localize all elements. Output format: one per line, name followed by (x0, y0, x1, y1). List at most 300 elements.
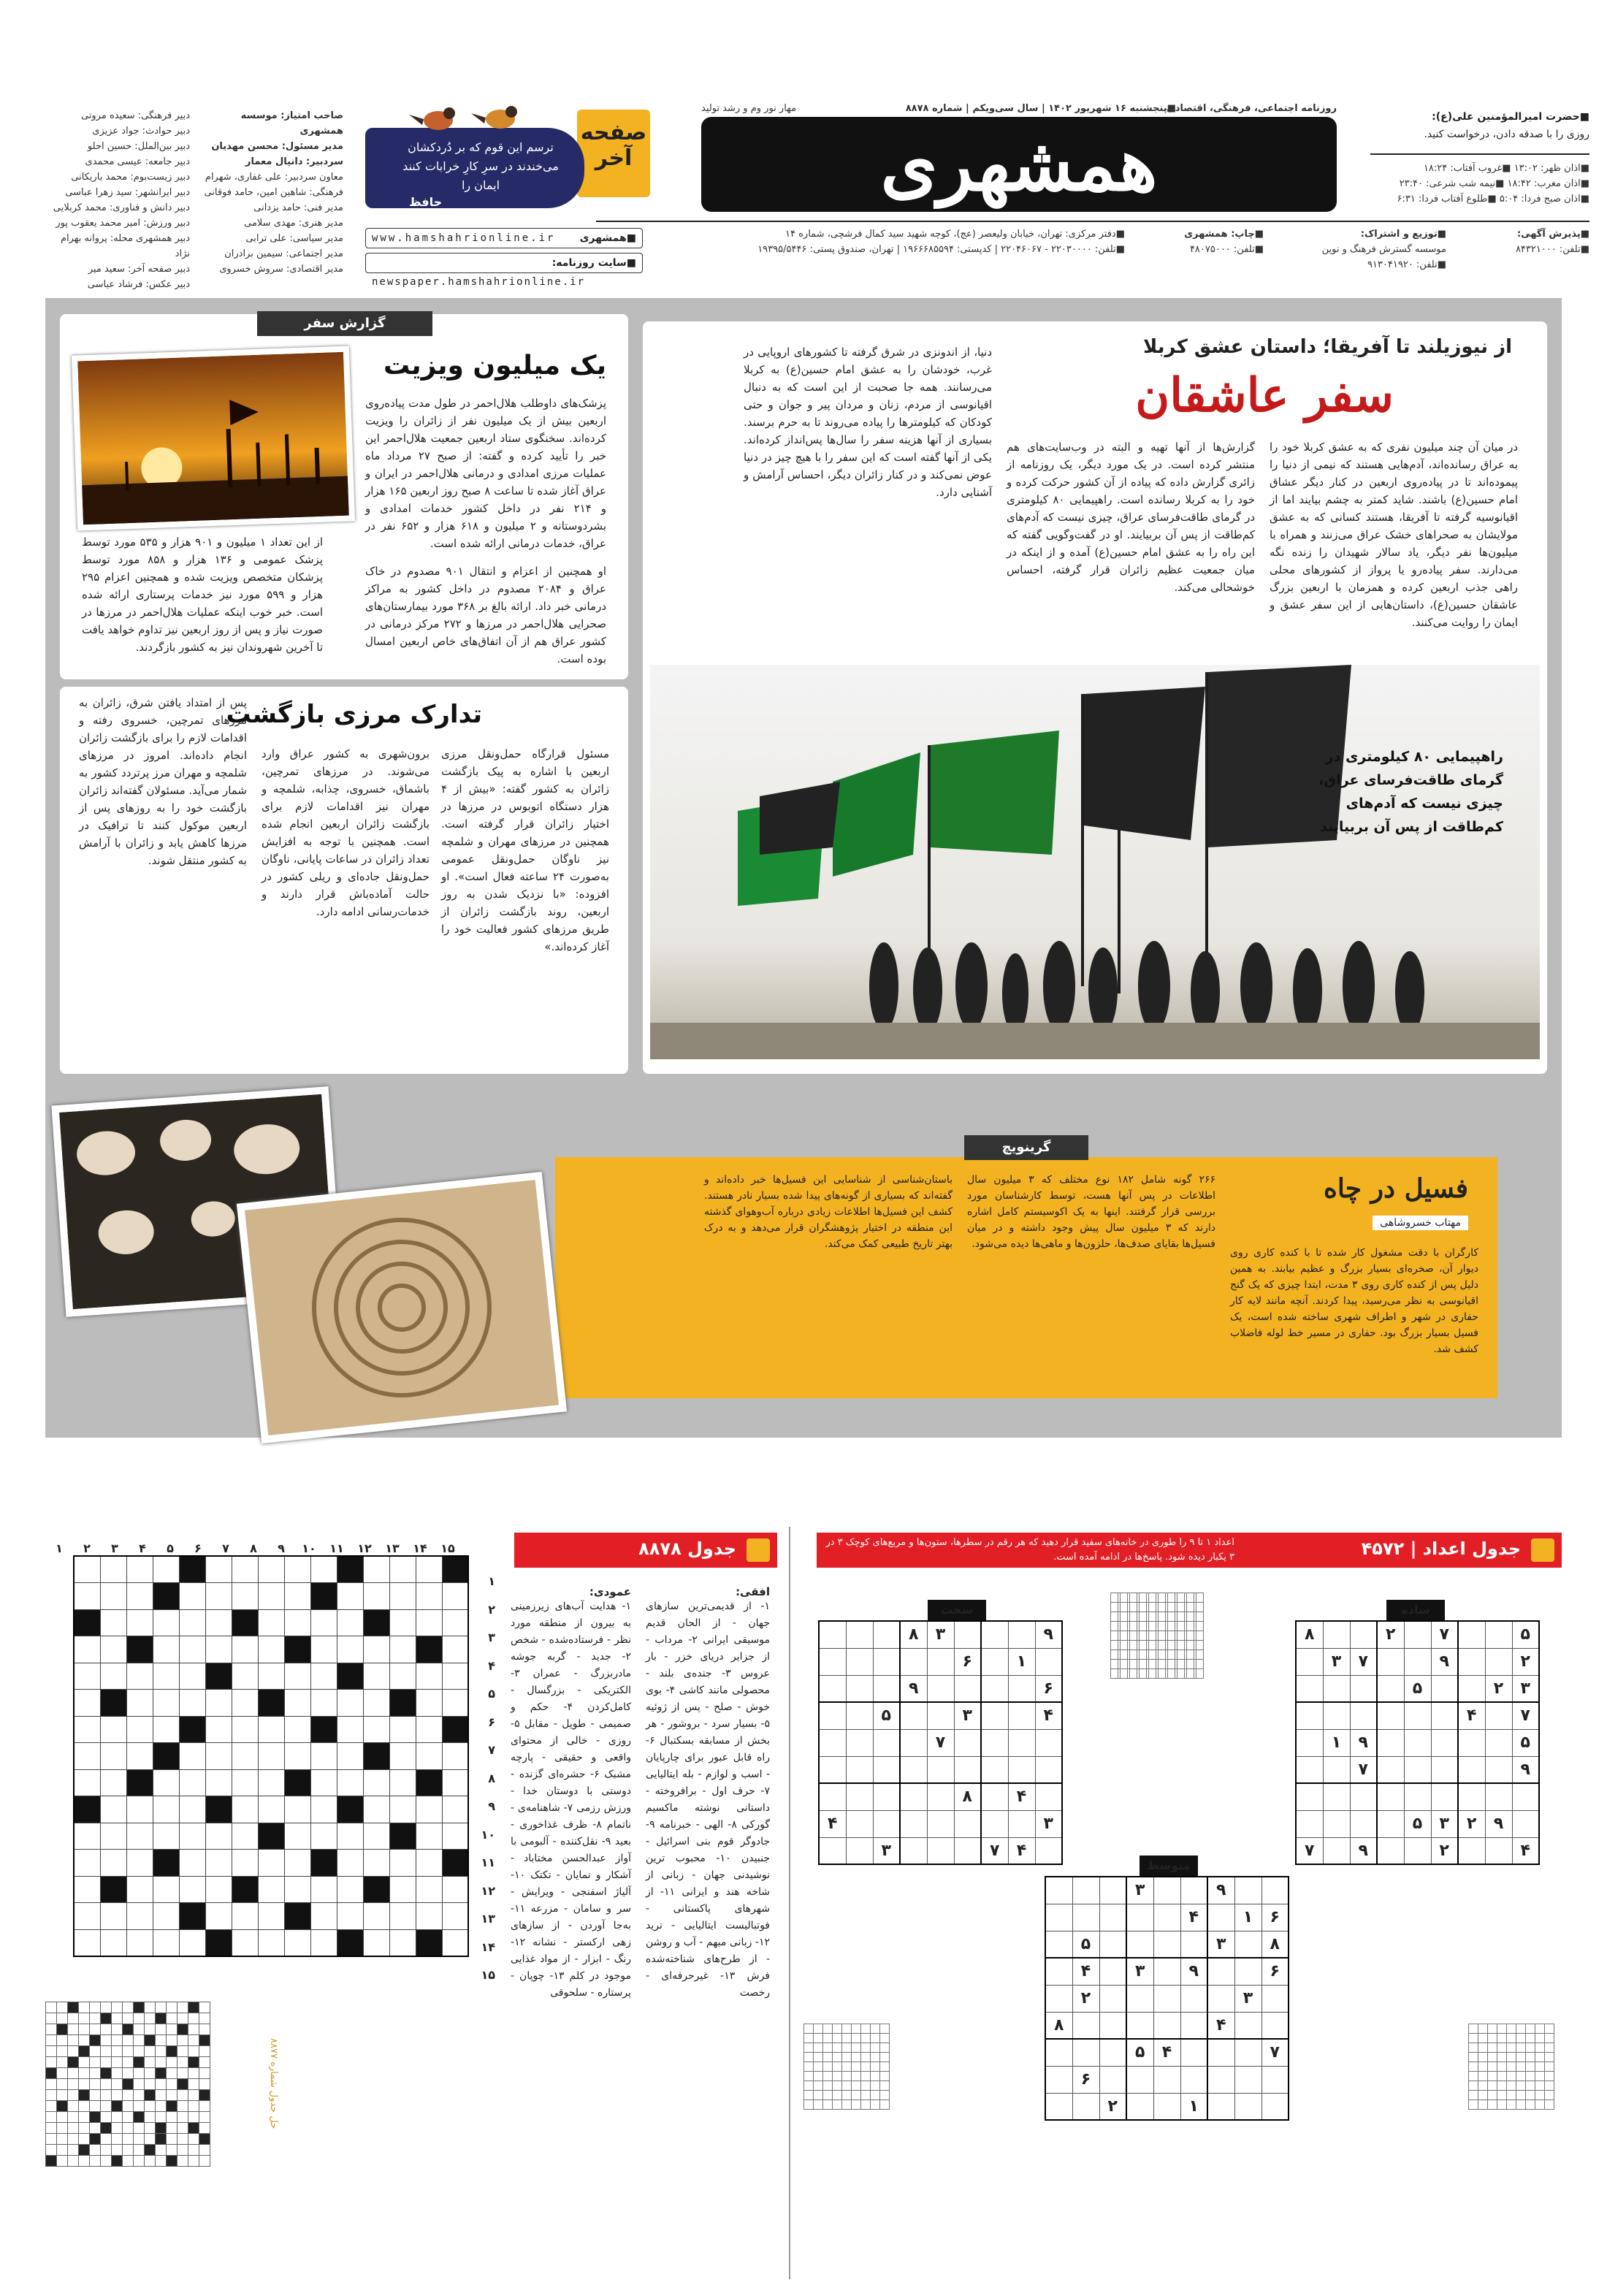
sudoku-cell[interactable] (1126, 2066, 1153, 2093)
crossword-cell[interactable] (153, 1690, 179, 1717)
sudoku-cell[interactable] (1404, 1729, 1431, 1756)
sudoku-cell[interactable] (1153, 2012, 1180, 2039)
crossword-cell[interactable] (100, 1583, 126, 1610)
crossword-cell[interactable] (337, 1690, 363, 1717)
sudoku-cell[interactable] (1153, 1985, 1180, 2012)
sudoku-cell[interactable] (1045, 1904, 1072, 1931)
sudoku-cell[interactable] (900, 1729, 927, 1756)
sudoku-cell[interactable] (1377, 1702, 1404, 1729)
crossword-cell[interactable] (284, 1663, 310, 1690)
sudoku-cell[interactable] (1512, 1783, 1539, 1810)
sudoku-cell[interactable] (927, 1702, 954, 1729)
crossword-cell[interactable] (416, 1903, 442, 1930)
sudoku-cell[interactable] (873, 1621, 900, 1648)
crossword-cell[interactable] (363, 1823, 389, 1850)
sudoku-cell[interactable] (846, 1783, 873, 1810)
sudoku-cell[interactable] (1099, 2012, 1126, 2039)
sudoku-cell[interactable] (819, 1729, 846, 1756)
sudoku-cell[interactable] (1377, 1837, 1404, 1864)
sudoku-cell[interactable] (1404, 1837, 1431, 1864)
crossword-cell[interactable] (389, 1769, 416, 1796)
sudoku-cell[interactable] (1323, 1810, 1350, 1837)
sudoku-cell[interactable] (1008, 1810, 1035, 1837)
crossword-cell[interactable] (126, 1876, 153, 1903)
crossword-cell[interactable] (205, 1903, 232, 1930)
crossword-cell[interactable] (284, 1876, 310, 1903)
crossword-cell[interactable] (442, 1876, 468, 1903)
crossword-cell[interactable] (337, 1823, 363, 1850)
sudoku-cell[interactable] (1404, 1621, 1431, 1648)
sudoku-cell[interactable] (1458, 1756, 1485, 1783)
sudoku-cell[interactable] (927, 1675, 954, 1702)
crossword-cell[interactable] (74, 1903, 100, 1930)
sudoku-cell[interactable] (1207, 1985, 1234, 2012)
crossword-cell[interactable] (179, 1769, 205, 1796)
crossword-cell[interactable] (153, 1636, 179, 1663)
website-url[interactable]: newspaper.hamshahrionline.ir (372, 276, 586, 288)
sudoku-cell[interactable] (1008, 1729, 1035, 1756)
crossword-cell[interactable] (153, 1823, 179, 1850)
sudoku-cell[interactable] (981, 1621, 1008, 1648)
crossword-cell[interactable] (310, 1636, 337, 1663)
crossword-cell[interactable] (100, 1636, 126, 1663)
sudoku-cell[interactable] (1323, 1675, 1350, 1702)
sudoku-cell[interactable] (1404, 1702, 1431, 1729)
crossword-cell[interactable] (232, 1823, 258, 1850)
sudoku-cell[interactable] (1512, 1810, 1539, 1837)
sudoku-cell[interactable] (1099, 1958, 1126, 1985)
crossword-cell[interactable] (416, 1663, 442, 1690)
crossword-cell[interactable] (74, 1690, 100, 1717)
sudoku-cell[interactable] (1207, 1904, 1234, 1931)
crossword-cell[interactable] (442, 1903, 468, 1930)
sudoku-cell[interactable] (873, 1810, 900, 1837)
crossword-cell[interactable] (337, 1850, 363, 1877)
sudoku-cell[interactable] (1207, 2093, 1234, 2120)
crossword-cell[interactable] (74, 1663, 100, 1690)
crossword-cell[interactable] (205, 1636, 232, 1663)
sudoku-cell[interactable] (1350, 1810, 1377, 1837)
sudoku-cell[interactable] (1207, 1958, 1234, 1985)
crossword-cell[interactable] (126, 1823, 153, 1850)
crossword-cell[interactable] (337, 1609, 363, 1636)
crossword-cell[interactable] (258, 1583, 284, 1610)
sudoku-cell[interactable] (1377, 1729, 1404, 1756)
crossword-cell[interactable] (126, 1663, 153, 1690)
crossword-cell[interactable] (126, 1903, 153, 1930)
sudoku-cell[interactable] (1234, 2093, 1261, 2120)
sudoku-cell[interactable] (1180, 1877, 1207, 1904)
crossword-cell[interactable] (205, 1850, 232, 1877)
crossword-cell[interactable] (205, 1876, 232, 1903)
sudoku-cell[interactable] (1045, 2066, 1072, 2093)
sudoku-cell[interactable] (1458, 1837, 1485, 1864)
sudoku-cell[interactable] (1261, 2066, 1289, 2093)
crossword-cell[interactable] (310, 1903, 337, 1930)
crossword-cell[interactable] (258, 1903, 284, 1930)
crossword-cell[interactable] (389, 1609, 416, 1636)
crossword-cell[interactable] (153, 1876, 179, 1903)
sudoku-cell[interactable] (1153, 1904, 1180, 1931)
sudoku-cell[interactable] (1180, 2039, 1207, 2066)
sudoku-cell[interactable] (1350, 1783, 1377, 1810)
sudoku-cell[interactable] (819, 1837, 846, 1864)
sudoku-cell[interactable] (873, 1729, 900, 1756)
sudoku-cell[interactable] (1404, 1648, 1431, 1675)
sudoku-cell[interactable] (1485, 1756, 1512, 1783)
sudoku-cell[interactable] (1099, 1931, 1126, 1958)
crossword-cell[interactable] (258, 1929, 284, 1956)
sudoku-hard[interactable] (818, 1620, 1063, 1865)
crossword-cell[interactable] (284, 1929, 310, 1956)
crossword-cell[interactable] (100, 1663, 126, 1690)
crossword-cell[interactable] (258, 1636, 284, 1663)
sudoku-cell[interactable] (1350, 1702, 1377, 1729)
crossword-cell[interactable] (74, 1556, 100, 1583)
sudoku-cell[interactable] (846, 1756, 873, 1783)
crossword-cell[interactable] (416, 1690, 442, 1717)
sudoku-cell[interactable] (1261, 2012, 1289, 2039)
sudoku-cell[interactable] (954, 1810, 981, 1837)
sudoku-cell[interactable] (1377, 1756, 1404, 1783)
crossword-cell[interactable] (363, 1663, 389, 1690)
crossword-cell[interactable] (100, 1823, 126, 1850)
crossword-cell[interactable] (363, 1769, 389, 1796)
sudoku-cell[interactable] (1126, 1985, 1153, 2012)
crossword-cell[interactable] (284, 1556, 310, 1583)
crossword-cell[interactable] (126, 1583, 153, 1610)
sudoku-cell[interactable] (819, 1621, 846, 1648)
crossword-cell[interactable] (100, 1796, 126, 1823)
crossword-cell[interactable] (232, 1556, 258, 1583)
crossword-cell[interactable] (126, 1929, 153, 1956)
sudoku-cell[interactable] (981, 1648, 1008, 1675)
crossword-cell[interactable] (232, 1796, 258, 1823)
crossword-cell[interactable] (389, 1929, 416, 1956)
sudoku-cell[interactable] (1431, 1675, 1458, 1702)
sudoku-cell[interactable] (846, 1702, 873, 1729)
crossword-cell[interactable] (284, 1716, 310, 1743)
crossword-cell[interactable] (442, 1929, 468, 1956)
crossword-cell[interactable] (416, 1876, 442, 1903)
crossword-cell[interactable] (126, 1556, 153, 1583)
crossword-cell[interactable] (337, 1903, 363, 1930)
sudoku-cell[interactable] (1045, 2093, 1072, 2120)
crossword-cell[interactable] (442, 1636, 468, 1663)
sudoku-cell[interactable] (1377, 1648, 1404, 1675)
crossword-cell[interactable] (310, 1690, 337, 1717)
sudoku-cell[interactable] (1431, 1702, 1458, 1729)
crossword-cell[interactable] (179, 1876, 205, 1903)
sudoku-cell[interactable] (1008, 1702, 1035, 1729)
sudoku-cell[interactable] (900, 1810, 927, 1837)
crossword-cell[interactable] (100, 1850, 126, 1877)
crossword-cell[interactable] (442, 1823, 468, 1850)
crossword-cell[interactable] (232, 1583, 258, 1610)
sudoku-cell[interactable] (1045, 2039, 1072, 2066)
crossword-cell[interactable] (389, 1636, 416, 1663)
sudoku-cell[interactable] (1045, 1877, 1072, 1904)
sudoku-cell[interactable] (1180, 2066, 1207, 2093)
sudoku-cell[interactable] (1234, 1958, 1261, 1985)
crossword-cell[interactable] (258, 1556, 284, 1583)
crossword-cell[interactable] (363, 1716, 389, 1743)
crossword-cell[interactable] (284, 1690, 310, 1717)
sudoku-cell[interactable] (1008, 1621, 1035, 1648)
crossword-cell[interactable] (363, 1929, 389, 1956)
sudoku-cell[interactable] (981, 1675, 1008, 1702)
crossword-cell[interactable] (232, 1716, 258, 1743)
crossword-cell[interactable] (100, 1929, 126, 1956)
sudoku-cell[interactable] (1099, 1985, 1126, 2012)
sudoku-cell[interactable] (1045, 1958, 1072, 1985)
sudoku-cell[interactable] (1099, 2066, 1126, 2093)
sudoku-cell[interactable] (1485, 1621, 1512, 1648)
crossword-cell[interactable] (179, 1690, 205, 1717)
sudoku-cell[interactable] (927, 1756, 954, 1783)
sudoku-cell[interactable] (1099, 1877, 1126, 1904)
crossword-cell[interactable] (100, 1716, 126, 1743)
sudoku-cell[interactable] (1485, 1702, 1512, 1729)
crossword-cell[interactable] (389, 1796, 416, 1823)
crossword-cell[interactable] (363, 1636, 389, 1663)
crossword-cell[interactable] (205, 1743, 232, 1770)
sudoku-cell[interactable] (900, 1702, 927, 1729)
crossword-cell[interactable] (416, 1556, 442, 1583)
sudoku-cell[interactable] (1153, 2093, 1180, 2120)
crossword-cell[interactable] (284, 1796, 310, 1823)
sudoku-cell[interactable] (900, 1648, 927, 1675)
sudoku-cell[interactable] (1008, 1675, 1035, 1702)
sudoku-cell[interactable] (1180, 2012, 1207, 2039)
crossword-cell[interactable] (389, 1743, 416, 1770)
sudoku-cell[interactable] (1404, 1783, 1431, 1810)
crossword-cell[interactable] (232, 1850, 258, 1877)
crossword-cell[interactable] (363, 1850, 389, 1877)
crossword-cell[interactable] (337, 1583, 363, 1610)
crossword-cell[interactable] (100, 1743, 126, 1770)
crossword-cell[interactable] (232, 1903, 258, 1930)
sudoku-cell[interactable] (900, 1756, 927, 1783)
sudoku-cell[interactable] (1153, 1931, 1180, 1958)
crossword-cell[interactable] (153, 1663, 179, 1690)
sudoku-cell[interactable] (981, 1783, 1008, 1810)
sudoku-cell[interactable] (1458, 1621, 1485, 1648)
sudoku-cell[interactable] (1099, 1904, 1126, 1931)
sudoku-cell[interactable] (1035, 1837, 1062, 1864)
crossword-cell[interactable] (442, 1769, 468, 1796)
sudoku-cell[interactable] (1350, 1621, 1377, 1648)
sudoku-cell[interactable] (1458, 1783, 1485, 1810)
sudoku-cell[interactable] (1126, 1931, 1153, 1958)
crossword-cell[interactable] (153, 1903, 179, 1930)
sudoku-cell[interactable] (1035, 1756, 1062, 1783)
crossword-cell[interactable] (126, 1690, 153, 1717)
sudoku-cell[interactable] (1207, 2066, 1234, 2093)
crossword-cell[interactable] (74, 1850, 100, 1877)
sudoku-cell[interactable] (954, 1729, 981, 1756)
sudoku-cell[interactable] (1035, 1648, 1062, 1675)
crossword-cell[interactable] (232, 1636, 258, 1663)
crossword-cell[interactable] (284, 1609, 310, 1636)
crossword-cell[interactable] (153, 1929, 179, 1956)
crossword-cell[interactable] (363, 1556, 389, 1583)
crossword-cell[interactable] (232, 1769, 258, 1796)
sudoku-cell[interactable] (981, 1810, 1008, 1837)
sudoku-cell[interactable] (1180, 1931, 1207, 1958)
crossword-cell[interactable] (153, 1769, 179, 1796)
crossword-cell[interactable] (100, 1903, 126, 1930)
sudoku-cell[interactable] (1485, 1648, 1512, 1675)
crossword-cell[interactable] (153, 1609, 179, 1636)
sudoku-cell[interactable] (1296, 1702, 1323, 1729)
sudoku-cell[interactable] (819, 1675, 846, 1702)
sudoku-cell[interactable] (1485, 1837, 1512, 1864)
sudoku-cell[interactable] (1350, 1675, 1377, 1702)
sudoku-cell[interactable] (846, 1837, 873, 1864)
sudoku-cell[interactable] (1261, 1985, 1289, 2012)
sudoku-cell[interactable] (954, 1621, 981, 1648)
crossword-cell[interactable] (179, 1929, 205, 1956)
sudoku-cell[interactable] (1008, 1756, 1035, 1783)
sudoku-cell[interactable] (954, 1837, 981, 1864)
sudoku-cell[interactable] (846, 1729, 873, 1756)
crossword-cell[interactable] (389, 1716, 416, 1743)
crossword-cell[interactable] (205, 1769, 232, 1796)
crossword-cell[interactable] (74, 1769, 100, 1796)
crossword-cell[interactable] (284, 1743, 310, 1770)
sudoku-cell[interactable] (819, 1756, 846, 1783)
sudoku-cell[interactable] (1153, 2066, 1180, 2093)
crossword-cell[interactable] (389, 1583, 416, 1610)
crossword-cell[interactable] (74, 1583, 100, 1610)
sudoku-cell[interactable] (1377, 1810, 1404, 1837)
sudoku-cell[interactable] (1207, 2039, 1234, 2066)
sudoku-cell[interactable] (1431, 1756, 1458, 1783)
sudoku-medium[interactable] (1045, 1876, 1289, 2121)
crossword-cell[interactable] (258, 1876, 284, 1903)
crossword-cell[interactable] (100, 1556, 126, 1583)
sudoku-cell[interactable] (1458, 1729, 1485, 1756)
crossword-cell[interactable] (258, 1850, 284, 1877)
crossword-cell[interactable] (126, 1796, 153, 1823)
crossword-cell[interactable] (310, 1823, 337, 1850)
crossword-cell[interactable] (416, 1743, 442, 1770)
crossword-cell[interactable] (205, 1823, 232, 1850)
sudoku-cell[interactable] (1126, 2093, 1153, 2120)
crossword-cell[interactable] (232, 1663, 258, 1690)
sudoku-cell[interactable] (927, 1837, 954, 1864)
crossword-cell[interactable] (258, 1609, 284, 1636)
crossword-cell[interactable] (310, 1796, 337, 1823)
sudoku-cell[interactable] (1072, 2093, 1099, 2120)
sudoku-cell[interactable] (1072, 1877, 1099, 1904)
sudoku-cell[interactable] (1180, 1985, 1207, 2012)
crossword-grid[interactable] (73, 1555, 469, 1957)
sudoku-cell[interactable] (873, 1648, 900, 1675)
crossword-cell[interactable] (179, 1823, 205, 1850)
sudoku-cell[interactable] (1234, 2012, 1261, 2039)
sudoku-cell[interactable] (1377, 1783, 1404, 1810)
crossword-cell[interactable] (416, 1716, 442, 1743)
sudoku-cell[interactable] (819, 1783, 846, 1810)
crossword-cell[interactable] (179, 1609, 205, 1636)
sudoku-cell[interactable] (1035, 1729, 1062, 1756)
crossword-cell[interactable] (284, 1823, 310, 1850)
crossword-cell[interactable] (337, 1636, 363, 1663)
sudoku-cell[interactable] (1296, 1756, 1323, 1783)
crossword-cell[interactable] (337, 1743, 363, 1770)
crossword-cell[interactable] (258, 1796, 284, 1823)
sudoku-cell[interactable] (1126, 2012, 1153, 2039)
crossword-cell[interactable] (310, 1663, 337, 1690)
sudoku-cell[interactable] (1296, 1810, 1323, 1837)
crossword-cell[interactable] (74, 1743, 100, 1770)
sudoku-cell[interactable] (873, 1783, 900, 1810)
crossword-cell[interactable] (153, 1556, 179, 1583)
crossword-cell[interactable] (153, 1716, 179, 1743)
sudoku-cell[interactable] (927, 1810, 954, 1837)
sudoku-cell[interactable] (1323, 1783, 1350, 1810)
sudoku-cell[interactable] (1072, 1904, 1099, 1931)
sudoku-cell[interactable] (1431, 1783, 1458, 1810)
crossword-cell[interactable] (205, 1556, 232, 1583)
crossword-cell[interactable] (258, 1769, 284, 1796)
crossword-cell[interactable] (310, 1743, 337, 1770)
sudoku-cell[interactable] (981, 1729, 1008, 1756)
sudoku-cell[interactable] (873, 1756, 900, 1783)
sudoku-cell[interactable] (1485, 1729, 1512, 1756)
crossword-cell[interactable] (442, 1583, 468, 1610)
crossword-cell[interactable] (442, 1609, 468, 1636)
crossword-cell[interactable] (337, 1769, 363, 1796)
crossword-cell[interactable] (74, 1929, 100, 1956)
crossword-cell[interactable] (337, 1876, 363, 1903)
sudoku-cell[interactable] (1035, 1783, 1062, 1810)
sudoku-cell[interactable] (1153, 1958, 1180, 1985)
sudoku-cell[interactable] (1458, 1675, 1485, 1702)
crossword-cell[interactable] (126, 1609, 153, 1636)
crossword-cell[interactable] (258, 1716, 284, 1743)
sudoku-cell[interactable] (954, 1756, 981, 1783)
crossword-cell[interactable] (74, 1716, 100, 1743)
crossword-cell[interactable] (442, 1743, 468, 1770)
sudoku-cell[interactable] (1072, 2039, 1099, 2066)
crossword-cell[interactable] (284, 1583, 310, 1610)
crossword-cell[interactable] (310, 1929, 337, 1956)
sudoku-cell[interactable] (1323, 1837, 1350, 1864)
crossword-cell[interactable] (389, 1556, 416, 1583)
crossword-cell[interactable] (179, 1796, 205, 1823)
crossword-cell[interactable] (232, 1743, 258, 1770)
sudoku-easy[interactable] (1295, 1620, 1540, 1865)
crossword-cell[interactable] (153, 1796, 179, 1823)
sudoku-cell[interactable] (873, 1675, 900, 1702)
sudoku-cell[interactable] (954, 1675, 981, 1702)
sudoku-cell[interactable] (1045, 1931, 1072, 1958)
crossword-cell[interactable] (310, 1769, 337, 1796)
sudoku-cell[interactable] (846, 1675, 873, 1702)
sudoku-cell[interactable] (1099, 2039, 1126, 2066)
crossword-cell[interactable] (389, 1903, 416, 1930)
crossword-cell[interactable] (310, 1876, 337, 1903)
crossword-cell[interactable] (389, 1663, 416, 1690)
crossword-cell[interactable] (126, 1716, 153, 1743)
crossword-cell[interactable] (389, 1850, 416, 1877)
crossword-cell[interactable] (363, 1690, 389, 1717)
crossword-cell[interactable] (310, 1609, 337, 1636)
sudoku-cell[interactable] (1323, 1621, 1350, 1648)
